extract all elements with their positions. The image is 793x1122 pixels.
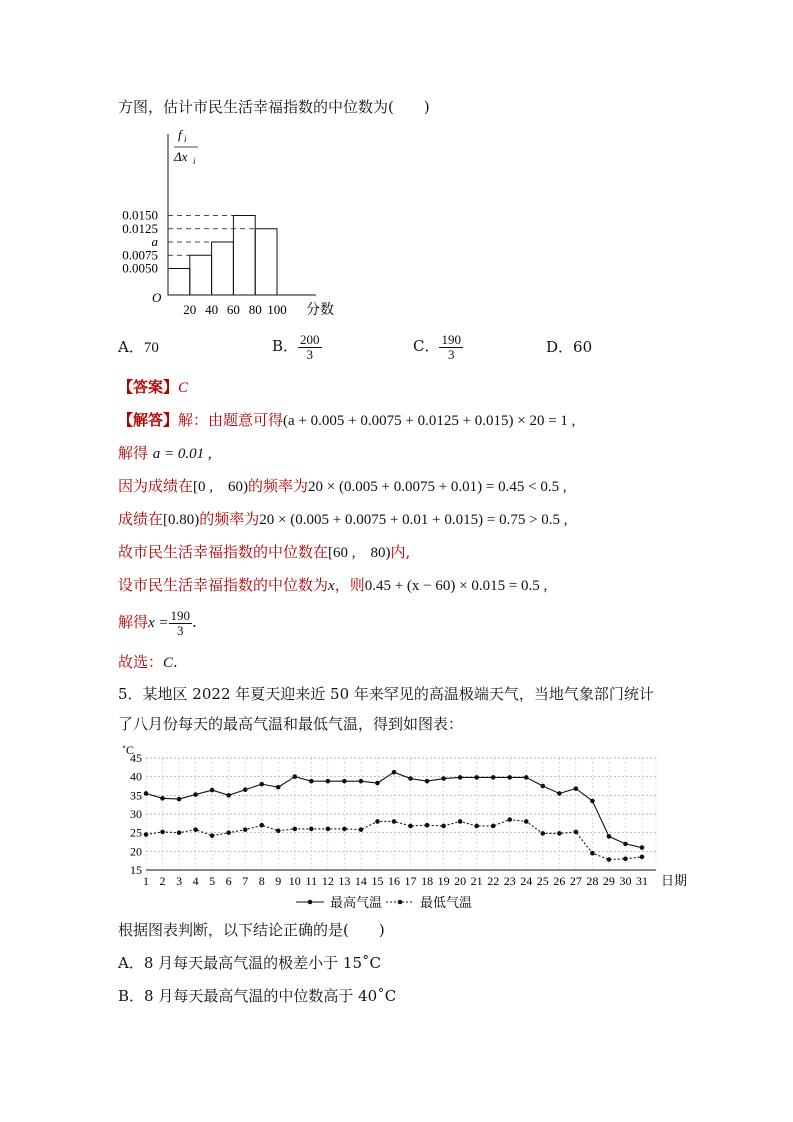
answer-value: C — [178, 380, 189, 396]
sol2-math: a = 0.01 , — [152, 446, 212, 462]
temp-point — [226, 793, 231, 798]
temp-point — [160, 796, 165, 801]
solution-line-5 — [118, 542, 410, 563]
sol3-interval: [0 , 60) — [193, 479, 249, 495]
temp-point — [507, 775, 512, 780]
hist-bar — [168, 269, 190, 296]
hist-ylabel-num: f — [178, 127, 182, 142]
sol6-mid: ，则 — [334, 576, 365, 594]
temp-xtick-label: 10 — [288, 874, 301, 888]
temp-point — [541, 831, 546, 836]
temp-point — [441, 824, 446, 829]
temp-ytick-label: 25 — [130, 825, 142, 840]
temp-point — [326, 779, 331, 784]
answer-line — [118, 377, 188, 398]
temp-point — [640, 845, 645, 850]
temp-point — [392, 770, 397, 775]
sol7-num: 190 — [170, 607, 191, 623]
solution-tag: 【解答】 — [118, 411, 179, 429]
temp-xtick-label: 27 — [569, 874, 582, 888]
hist-bar — [212, 242, 234, 295]
temp-chart-ylabel: ˚C — [122, 743, 134, 757]
sol5-end: 内, — [390, 543, 411, 561]
temp-point — [474, 775, 479, 780]
temp-point — [590, 799, 595, 804]
hist-ylabel-den: Δx — [174, 149, 188, 164]
temp-point — [458, 819, 463, 824]
temp-xtick-label: 3 — [176, 874, 183, 888]
solution-line-6 — [118, 575, 547, 596]
sol2-text: 解得 — [118, 444, 149, 462]
temp-point — [524, 819, 529, 824]
option-a-value: 70 — [143, 340, 159, 356]
sol5-text: 故市民生活幸福指数的中位数在 — [118, 543, 329, 561]
sol4-math: 20 × (0.005 + 0.0075 + 0.01 + 0.015) = 0.75 > 0.5 , — [259, 512, 568, 528]
temp-point — [623, 842, 628, 847]
hist-ylabel — [173, 127, 198, 166]
temp-point — [441, 776, 446, 781]
temp-ytick-label: 15 — [130, 863, 142, 877]
temp-point — [177, 830, 182, 835]
temp-point — [359, 827, 364, 832]
temp-ytick-label: 45 — [130, 751, 142, 765]
answer-tag: 【答案】 — [118, 378, 179, 396]
temp-ytick-label: 35 — [130, 788, 142, 803]
option-b-num: 200 — [300, 331, 320, 347]
temp-point — [607, 834, 612, 839]
temp-xtick-label: 12 — [321, 874, 334, 888]
sol3-text-b: 的频率为 — [248, 477, 309, 495]
temp-xtick-label: 7 — [242, 874, 249, 888]
temp-point — [392, 819, 397, 824]
temp-point — [623, 857, 628, 862]
temp-xtick-label: 15 — [371, 874, 384, 888]
temp-point — [144, 791, 149, 796]
q5-question: 根据图表判断，以下结论正确的是( ) — [118, 921, 385, 939]
sol7-text: 解得 — [118, 613, 149, 631]
legend-marker — [398, 900, 403, 905]
sol4-text-b: 的频率为 — [199, 510, 260, 528]
hist-ytick-label: 0.0125 — [122, 220, 158, 236]
temp-point — [524, 775, 529, 780]
sol3-math: 20 × (0.005 + 0.0075 + 0.01) = 0.45 < 0.5 , — [308, 479, 567, 495]
hist-ytick-label: 0.0050 — [122, 260, 158, 276]
temp-xtick-label: 21 — [470, 874, 483, 888]
temp-point — [259, 782, 264, 787]
temp-point — [342, 827, 347, 832]
solution-line-8 — [118, 652, 178, 673]
temp-xtick-label: 9 — [275, 874, 282, 888]
temp-point — [276, 829, 281, 834]
temp-xtick-label: 24 — [520, 874, 533, 888]
q5-option-a[interactable]: A．8 月每天最高气温的极差小于 15˚C — [118, 954, 381, 972]
solution-line-7 — [118, 606, 197, 639]
temp-point — [491, 824, 496, 829]
hist-xtick-label: 40 — [205, 302, 219, 317]
temp-point — [226, 830, 231, 835]
temp-point — [193, 827, 198, 832]
sol8-val: C — [163, 655, 174, 671]
temp-point — [160, 830, 165, 835]
temp-xtick-label: 4 — [192, 874, 199, 888]
temp-xtick-label: 30 — [619, 874, 632, 888]
option-a[interactable] — [118, 337, 159, 358]
hist-xlabel: 分数 — [306, 302, 334, 318]
temp-point — [375, 781, 380, 786]
temp-xtick-label: 5 — [209, 874, 216, 888]
sol7-den: 3 — [177, 622, 184, 638]
temp-point — [359, 779, 364, 784]
q4-stem-tail: 方图，估计市民生活幸福指数的中位数为( ) — [118, 98, 430, 116]
temp-point — [177, 797, 182, 802]
option-b-den: 3 — [306, 346, 314, 362]
sol6-var: x — [328, 578, 335, 594]
temp-point — [557, 791, 562, 796]
temp-point — [375, 819, 380, 824]
temp-xtick-label: 25 — [536, 874, 549, 888]
solution-line-2 — [118, 443, 212, 464]
temp-point — [210, 833, 215, 838]
option-c-label: C． — [413, 337, 440, 355]
temp-point — [293, 774, 298, 779]
q5-line-1: 5．某地区 2022 年夏天迎来近 50 年来罕见的高温极端天气，当地气象部门统计 — [118, 685, 654, 703]
sol7-end: . — [192, 613, 197, 631]
temp-point — [210, 788, 215, 793]
temp-xtick-label: 6 — [225, 874, 232, 888]
hist-bar — [233, 216, 255, 296]
hist-bar — [255, 229, 277, 295]
temp-xtick-label: 18 — [421, 874, 434, 888]
temp-point — [408, 776, 413, 781]
temp-point — [541, 784, 546, 789]
temp-point — [474, 824, 479, 829]
legend-marker — [308, 900, 313, 905]
temp-xtick-label: 31 — [636, 874, 648, 888]
temp-chart-xlabel: 日期 — [661, 874, 688, 889]
temp-xtick-label: 2 — [159, 874, 166, 888]
q5-line-2: 了八月份每天的最高气温和最低气温，得到如图表： — [118, 715, 464, 733]
sol6-math: 0.45 + (x − 60) × 0.015 = 0.5 , — [364, 578, 548, 594]
temp-ytick-label: 20 — [130, 844, 142, 859]
sol7-lhs: x = — [148, 615, 169, 631]
hist-xtick-label: 80 — [248, 302, 262, 317]
legend-label: 最低气温 — [420, 896, 473, 911]
hist-ytick-label: 0.0075 — [122, 247, 158, 263]
q5-option-b[interactable]: B．8 月每天最高气温的中位数高于 40˚C — [118, 987, 397, 1005]
temp-xtick-label: 11 — [305, 874, 318, 888]
temp-xtick-label: 20 — [454, 874, 467, 888]
temp-point — [309, 827, 314, 832]
temp-point — [507, 817, 512, 822]
temp-point — [326, 827, 331, 832]
hist-ytick-label: 0.0150 — [122, 207, 158, 223]
temp-xtick-label: 22 — [487, 874, 500, 888]
solution-line-4 — [118, 509, 568, 530]
sol4-text-a: 成绩在 — [118, 510, 164, 528]
sol6-text: 设市民生活幸福指数的中位数为 — [118, 576, 329, 594]
temp-xtick-label: 23 — [503, 874, 516, 888]
option-c-num: 190 — [441, 331, 461, 347]
sol8-text: 故选： — [118, 653, 164, 671]
hist-ylabel-num-sub: i — [184, 134, 187, 144]
temp-point — [425, 823, 430, 828]
temp-point — [590, 851, 595, 856]
sol1-math: (a + 0.005 + 0.0075 + 0.0125 + 0.015) × 20 = 1 , — [283, 413, 576, 429]
solution-line-3 — [118, 476, 567, 497]
temp-point — [243, 787, 248, 792]
temp-point — [640, 855, 645, 860]
sol3-text-a: 因为成绩在 — [118, 477, 194, 495]
option-b[interactable] — [272, 330, 322, 362]
temp-xtick-label: 17 — [404, 874, 417, 888]
hist-xtick-label: 20 — [183, 302, 197, 317]
temp-xtick-label: 13 — [338, 874, 351, 888]
temp-point — [574, 830, 579, 835]
temp-point — [243, 827, 248, 832]
temp-point — [557, 831, 562, 836]
hist-bar — [190, 255, 212, 295]
temp-point — [458, 775, 463, 780]
temp-xtick-label: 14 — [354, 874, 367, 888]
option-d[interactable] — [546, 337, 592, 357]
legend-label: 最高气温 — [330, 896, 383, 911]
hist-xtick-label: 60 — [226, 302, 240, 317]
temp-xtick-label: 19 — [437, 874, 450, 888]
temp-point — [342, 779, 347, 784]
option-b-label: B． — [272, 337, 299, 355]
option-d-value: 60 — [573, 338, 593, 356]
temp-xtick-label: 8 — [258, 874, 265, 888]
temp-point — [574, 786, 579, 791]
solution-line-1 — [118, 410, 575, 431]
hist-ylabel-den-sub: i — [193, 156, 196, 166]
temp-point — [259, 823, 264, 828]
option-a-label: A． — [118, 338, 144, 356]
sol4-interval: [0.80) — [163, 512, 200, 528]
option-c-den: 3 — [447, 346, 455, 362]
temp-point — [144, 832, 149, 837]
temp-xtick-label: 28 — [586, 874, 599, 888]
hist-origin: O — [152, 290, 162, 305]
temp-xtick-label: 29 — [602, 874, 615, 888]
temp-point — [408, 824, 413, 829]
option-d-label: D． — [546, 338, 574, 356]
temp-point — [491, 775, 496, 780]
temp-ytick-label: 30 — [130, 807, 142, 821]
sol1-text: 解：由题意可得 — [178, 411, 284, 429]
hist-ytick-label: a — [151, 234, 158, 249]
temp-xtick-label: 16 — [388, 874, 400, 888]
temp-point — [276, 785, 281, 790]
option-c[interactable] — [413, 330, 463, 362]
hist-xtick-label: 100 — [267, 302, 287, 317]
sol5-interval: [60 , 80) — [328, 545, 391, 561]
temp-xtick-label: 1 — [143, 874, 149, 888]
sol8-end: . — [173, 653, 178, 671]
temp-point — [193, 792, 198, 797]
temp-point — [607, 857, 612, 862]
temp-xtick-label: 26 — [553, 874, 566, 888]
temp-point — [293, 827, 298, 832]
histogram — [118, 124, 348, 320]
temp-point — [309, 779, 314, 784]
temperature-chart — [116, 742, 696, 914]
temp-point — [425, 779, 430, 784]
temp-ytick-label: 40 — [130, 769, 142, 784]
